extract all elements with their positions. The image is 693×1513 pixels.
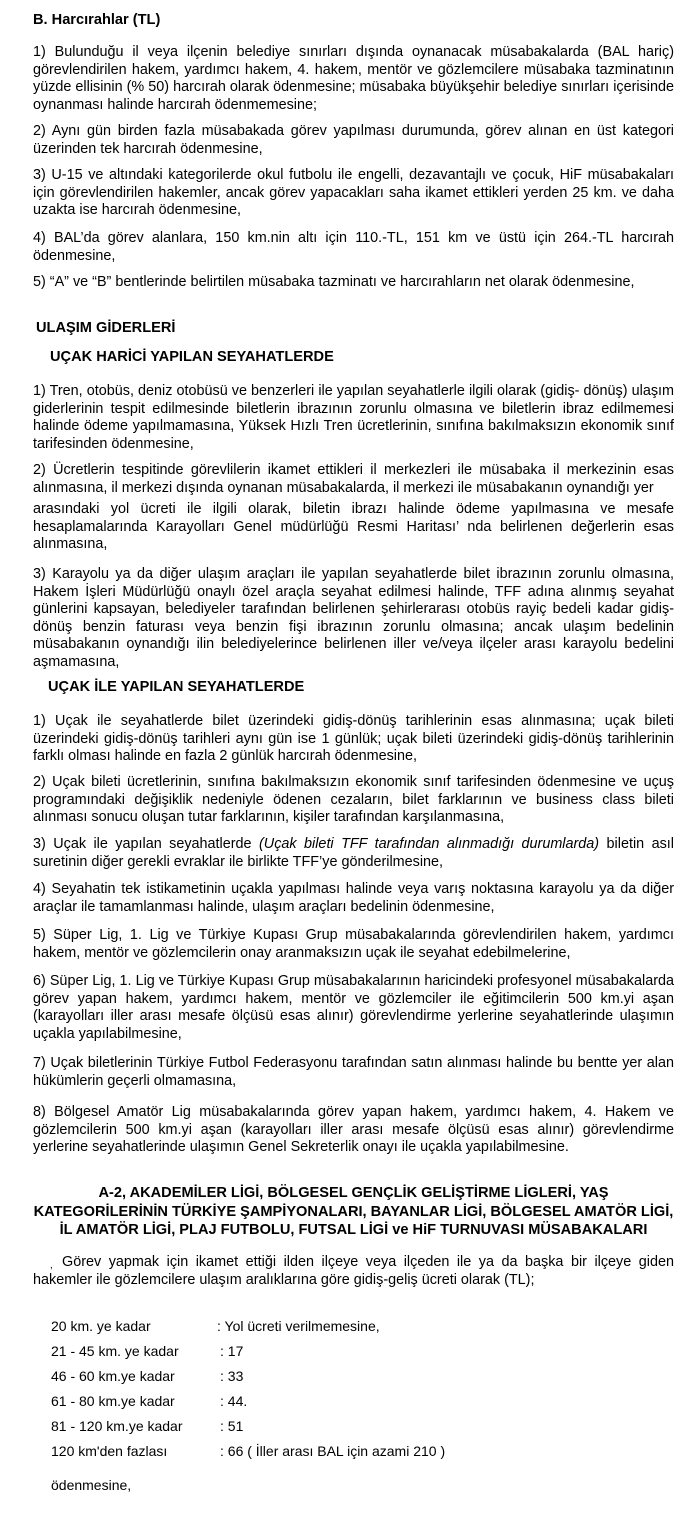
rate-value: : 51 <box>220 1418 244 1434</box>
a2-intro: Görev yapmak için ikamet ettiği ilden ilçeye veya ilçeden ile ya da başka bir ilçeye giden hakemler ile gözlemcilere ulaşım aralıklarına göre gidiş-geliş ücreti olarak (TL); <box>33 1254 674 1288</box>
rate-range: 46 - 60 km.ye kadar <box>51 1368 175 1384</box>
rate-range: 81 - 120 km.ye kadar <box>51 1418 183 1434</box>
air-item-6: 6) Süper Lig, 1. Lig ve Türkiye Kupası Grup müsabakalarının haricindeki profesyonel müsabakalarda görev yapan hakem, yardımcı hakem, mentör ve gözlemciler ile eğitimcilerin 500 km.yi aşan (karayolları iller arası mesafe ölçüsü esas alınır) görevlendirme yerlerine seyahatlerinde ulaşımın uçakla yapılabilmesine, <box>33 973 674 1042</box>
section-b-item-2: 2) Aynı gün birden fazla müsabakada görev yapılması durumunda, görev alınan en üst kategori üzerinden tek harcırah ödenmesine, <box>33 123 674 157</box>
a2-closing <box>51 1477 471 1499</box>
rate-value: : 17 <box>220 1343 244 1359</box>
air-item-2: 2) Uçak bileti ücretlerinin, sınıfına bakılmaksızın ekonomik sınıf tarifesinden ödenmesine ve uçuş programındaki değişiklik nedeniyle ödenen cezaların, bilet farklarının ve business class bileti alınması sonucu oluşan tutar farklarının, kişiler tarafından karşılanmasına, <box>33 774 674 826</box>
rate-row <box>51 1443 471 1465</box>
section-b-item-4: 4) BAL’da görev alanlara, 150 km.nin altı için 110.-TL, 151 km ve üstü için 264.-TL harcırah ödenmesine, <box>33 230 674 264</box>
rate-range: 61 - 80 km.ye kadar <box>51 1393 175 1409</box>
rate-range: 20 km. ye kadar <box>51 1318 151 1334</box>
rate-row <box>51 1393 471 1415</box>
air-item-7: 7) Uçak biletlerinin Türkiye Futbol Federasyonu tarafından satın alınması halinde bu bentte yer alan hükümlerin geçerli olmamasına, <box>33 1055 674 1089</box>
rate-value: : Yol ücreti verilmemesine, <box>217 1318 380 1334</box>
rate-row <box>51 1368 471 1390</box>
rate-value: : 66 ( İller arası BAL için azami 210 ) <box>220 1443 446 1459</box>
non-air-item-2: 2) Ücretlerin tespitinde görevlilerin ikamet ettikleri il merkezleri ile müsabaka il merkezinin esas alınmasına, il merkezi dışında oynanan müsabakalarda, il merkezi ile müsabakanın oynandığı yer <box>33 462 674 496</box>
stray-mark: , <box>50 1260 53 1271</box>
non-air-item-1: 1) Tren, otobüs, deniz otobüsü ve benzerleri ile yapılan seyahatlerle ilgili olarak (gidiş- dönüş) ulaşım giderlerinin tespit edilmesinde biletlerin ibrazının zorunlu olmasına ve biletlerin ibraz edilmemesi halinde ödeme yapılmamasına, Yüksek Hızlı Tren ücretlerinin, sınıfına bakılmaksızın ekonomik sınıf tarifesinden ödenmesine, <box>33 383 674 452</box>
rate-value: : 33 <box>220 1368 244 1384</box>
non-air-item-2-continued: arasındaki yol ücreti ile ilgili olarak, biletin ibrazı halinde ödeme yapılmasına ve mesafe hesaplamalarında Karayolları Genel müdürlüğü Resmi Haritası’ nda belirlenen değerlerin esas alınmasına, <box>33 501 674 553</box>
a2-heading: A-2, AKADEMİLER LİGİ, BÖLGESEL GENÇLİK GELİŞTİRME LİGLERİ, YAŞ KATEGORİLERİNİN TÜRKİYE ŞAMPİYONALARI, BAYANLAR LİGİ, BÖLGESEL AMATÖR LİGİ, İL AMATÖR LİGİ, PLAJ FUTBOLU, FUTSAL LİGİ ve HiF TURNUVASI MÜSABAKALARI <box>33 1185 674 1238</box>
section-b-item-5: 5) “A” ve “B” bentlerinde belirtilen müsabaka tazminatı ve harcırahların net olarak ödenmesine, <box>33 274 635 290</box>
air-item-3-text-end: biletin asıl suretinin diğer gerekli evraklar ile birlikte TFF’ye gönderilmesine, <box>33 836 674 870</box>
section-b-item-1: 1) Bulunduğu il veya ilçenin belediye sınırları dışında oynanacak müsabakalarda (BAL hariç) görevlendirilen hakem, yardımcı hakem, 4. hakem, mentör ve gözlemcilere müsabaka tazminatının yüzde ellisinin (% 50) harcırah olarak ödenmesine; müsabaka büyükşehir belediye sınırları içerisinde oynanması halinde harcırah ödenmemesine; <box>33 44 674 113</box>
air-item-3 <box>33 836 674 871</box>
closing-text: ödenmesine, <box>51 1477 132 1493</box>
rate-row <box>51 1418 471 1440</box>
rate-row <box>51 1343 471 1365</box>
non-air-heading: UÇAK HARİCİ YAPILAN SEYAHATLERDE <box>50 349 334 365</box>
section-b-item-3: 3) U-15 ve altındaki kategorilerde okul futbolu ile engelli, dezavantajlı ve çocuk, HiF müsabakaları için görevlendirilen hakemler, ancak görev yapacakları saha ikamet ettikleri yerden 25 km. ve daha uzakta ise harcırah ödenmesine, <box>33 167 674 219</box>
rate-row <box>51 1318 471 1340</box>
air-item-1: 1) Uçak ile seyahatlerde bilet üzerindeki gidiş-dönüş tarihlerinin esas alınmasına; uçak bileti üzerindeki gidiş-dönüş tarihleri aynı gün ise 1 günlük; uçak bileti üzerindeki gidiş-dönüş tarihlerinin farklı olması halinde en fazla 2 günlük harcırah ödenmesine, <box>33 713 674 765</box>
air-item-8: 8) Bölgesel Amatör Lig müsabakalarında görev yapan hakem, yardımcı hakem, 4. Hakem ve gözlemcilerin 500 km.yi aşan (karayolları iller arası mesafe ölçüsü esas alınır) görevlendirme yerlerine seyahatlerinde ulaşımın Genel Sekreterlik onayı ile uçakla yapılabilmesine. <box>33 1104 674 1156</box>
air-heading: UÇAK İLE YAPILAN SEYAHATLERDE <box>48 679 305 695</box>
air-item-4: 4) Seyahatin tek istikametinin uçakla yapılması halinde veya varış noktasına karayolu ya da diğer araçlar ile tamamlanması halinde, ulaşım araçları bedelinin ödenmesine, <box>33 881 674 915</box>
rate-range: 21 - 45 km. ye kadar <box>51 1343 179 1359</box>
air-item-5: 5) Süper Lig, 1. Lig ve Türkiye Kupası Grup müsabakalarında görevlendirilen hakem, yardımcı hakem, mentör ve gözlemcilerin onay aranmaksızın uçak ile seyahat edebilmelerine, <box>33 927 674 961</box>
air-item-3-text: 3) Uçak ile yapılan seyahatlerde <box>33 836 260 852</box>
non-air-item-3: 3) Karayolu ya da diğer ulaşım araçları ile yapılan seyahatlerde bilet ibrazının zorunlu olmasına, Hakem İşleri Müdürlüğü onaylı özel araçla seyahat edilmesi halinde, TFF adına alınmış seyahat günlerini kapsayan, belediyeler tarafından belirlenen şehirlerarası otobüs rayiç bedeli kadar gidiş-dönüş benzin faturası veya benzin fişi ibrazının zorunlu olmasına; ancak ulaşım bedelinin müsabakanın oynandığı ilin belediyelerince belirlenen iller ve/veya ilçeler arası karayolu bedelini aşmamasına, <box>33 566 674 670</box>
rate-value: : 44. <box>220 1393 248 1409</box>
rate-range: 120 km'den fazlası <box>51 1443 168 1459</box>
section-b-heading: B. Harcırahlar (TL) <box>33 12 161 28</box>
transport-heading: ULAŞIM GİDERLERİ <box>36 320 176 336</box>
air-item-3-italic: (Uçak bileti TFF tarafından alınmadığı durumlarda) <box>259 836 600 852</box>
